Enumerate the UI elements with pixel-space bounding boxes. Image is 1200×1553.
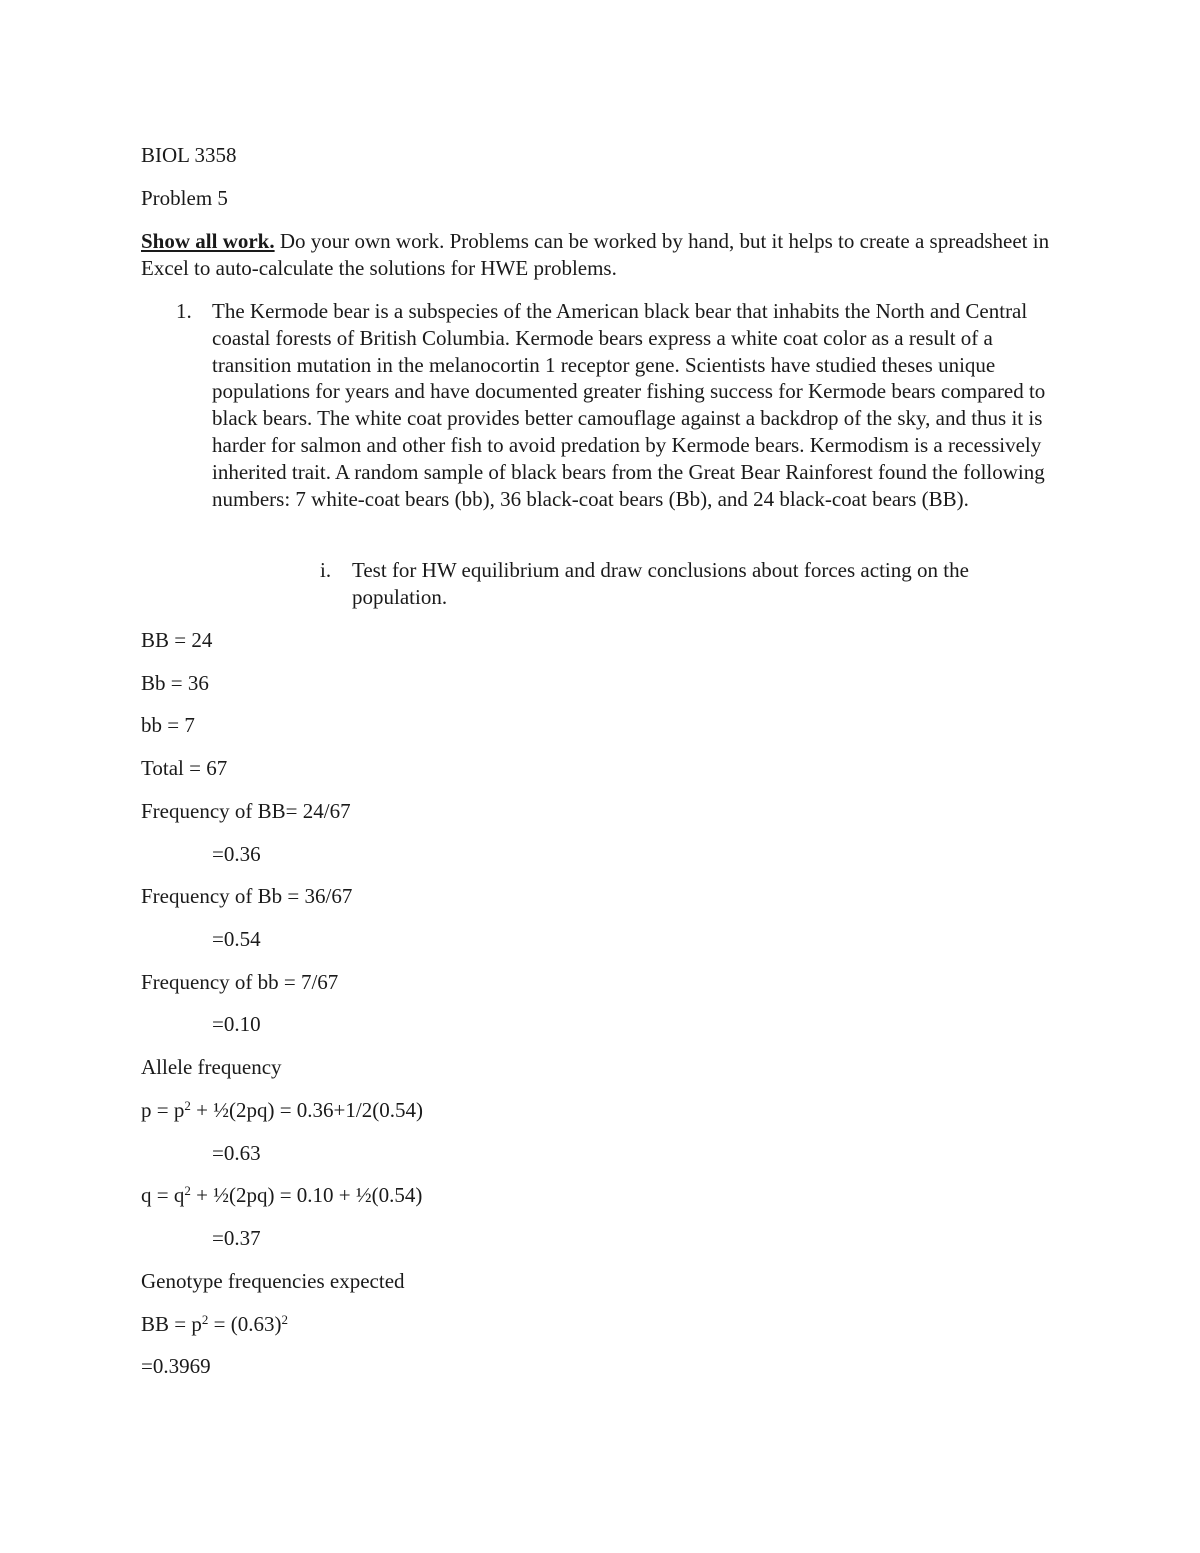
BB-expected-superscript-2: 2 — [281, 1311, 288, 1327]
count-Bb: Bb = 36 — [141, 671, 209, 695]
sub-question-text: Test for HW equilibrium and draw conclusions about forces acting on the population. — [352, 558, 969, 609]
q-superscript: 2 — [184, 1182, 191, 1198]
frequency-BB-value: =0.36 — [212, 842, 261, 866]
genotype-expected-heading: Genotype frequencies expected — [141, 1269, 405, 1293]
p-superscript: 2 — [184, 1097, 191, 1113]
q-equation-start: q = q — [141, 1183, 185, 1207]
p-equation-start: p = p — [141, 1098, 185, 1122]
p-equation — [141, 1097, 423, 1124]
sub-question-number: i. — [320, 558, 332, 582]
frequency-Bb-value: =0.54 — [212, 927, 261, 951]
BB-expected-value: =0.3969 — [141, 1354, 211, 1378]
frequency-bb: Frequency of bb = 7/67 — [141, 970, 339, 994]
BB-expected-equation — [141, 1311, 288, 1338]
question-text: The Kermode bear is a subspecies of the American black bear that inhabits the North and Central coastal forests of British Columbia. Kermode bears express a white coat color as a result of a transition mutation in the melanocortin 1 receptor gene. Scientists have studied theses unique populations for years and have documented greater fishing success for Kermode bears compared to black bears. The white coat provides better camouflage against a backdrop of the sky, and thus it is harder for salmon and other fish to avoid predation by Kermode bears. Kermodism is a recessively inherited trait. A random sample of black bears from the Great Bear Rainforest found the following numbers: 7 white-coat bears (bb), 36 black-coat bears (Bb), and 24 black-coat bears (BB). — [212, 299, 1046, 511]
count-total: Total = 67 — [141, 756, 228, 780]
frequency-bb-value: =0.10 — [212, 1012, 261, 1036]
q-equation — [141, 1182, 422, 1209]
q-value: =0.37 — [212, 1226, 261, 1250]
BB-expected-superscript-1: 2 — [201, 1311, 209, 1327]
instructions-emphasis: Show all work. — [141, 229, 275, 253]
frequency-BB: Frequency of BB= 24/67 — [141, 799, 351, 823]
instructions-text: Do your own work. Problems can be worked by hand, but it helps to create a spreadsheet in Excel to auto-calculate the solutions for HWE problems. — [141, 229, 1050, 280]
question-number: 1. — [176, 299, 192, 323]
allele-frequency-heading: Allele frequency — [141, 1055, 282, 1079]
q-equation-end: + ½(2pq) = 0.10 + ½(0.54) — [190, 1183, 423, 1207]
frequency-Bb: Frequency of Bb = 36/67 — [141, 884, 353, 908]
p-equation-end: + ½(2pq) = 0.36+1/2(0.54) — [190, 1098, 423, 1122]
p-value: =0.63 — [212, 1141, 261, 1165]
BB-expected-start: BB = p — [141, 1312, 202, 1336]
count-bb: bb = 7 — [141, 713, 195, 737]
BB-expected-middle: = (0.63) — [208, 1312, 282, 1336]
problem-title: Problem 5 — [141, 186, 228, 210]
count-BB: BB = 24 — [141, 628, 213, 652]
instructions-paragraph — [141, 228, 1061, 282]
course-code: BIOL 3358 — [141, 143, 237, 167]
